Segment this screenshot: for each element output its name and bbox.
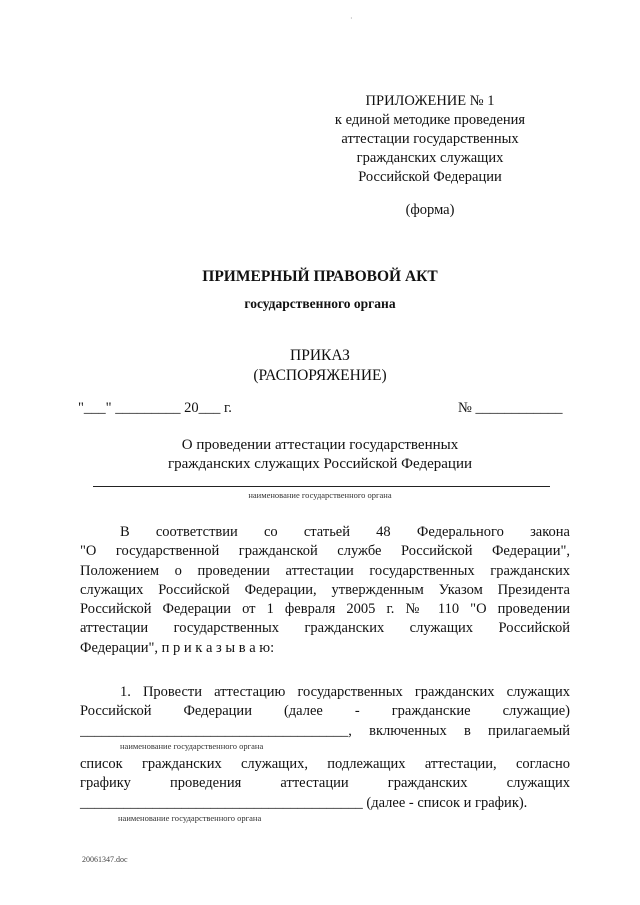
preamble-paragraph [80,523,570,658]
clause-line: список гражданских служащих, подлежащих аттестации, согласно [80,756,570,772]
scan-mark: · [350,14,353,23]
form-note: (форма) [405,202,455,218]
org-name-caption: наименование государственного органа [118,813,262,823]
number-field: № ____________ [458,400,563,416]
order-title: ПРИКАЗ [290,347,350,364]
order-title-alt: (РАСПОРЯЖЕНИЕ) [253,367,387,384]
paragraph-line: В соответствии со статьей 48 Федерального закона [120,524,570,540]
file-name: 20061347.doc [82,855,128,864]
document-title: ПРИМЕРНЫЙ ПРАВОВОЙ АКТ [202,268,438,285]
appendix-line: к единой методике проведения [334,112,526,128]
clause-1-continued [80,755,570,813]
appendix-line: гражданских служащих [356,150,504,166]
clause-line: _______________________________________ (далее - список и график). [80,794,528,811]
subject-line: О проведении аттестации государственных [181,437,459,453]
paragraph-line: Федерации", п р и к а з ы в а ю: [80,639,275,656]
paragraph-line: Положением о проведении аттестации государственных гражданских [80,562,570,579]
clause-line: _____________________________________, включенных в прилагаемый [80,722,570,739]
order-subject [0,436,640,474]
org-name-rule [93,486,550,487]
appendix-line: ПРИЛОЖЕНИЕ № 1 [365,93,495,109]
clause-line: Российской Федерации (далее - гражданские служащие) [80,703,570,720]
subject-line: гражданских служащих Российской Федерации [167,456,473,472]
clause-line: 1. Провести аттестацию государственных гражданских служащих [120,684,570,700]
document-subtitle: государственного органа [244,296,396,311]
date-field: "___" _________ 20___ г. [78,400,232,416]
clause-line: графику проведения аттестации гражданских служащих [80,775,570,792]
org-name-caption: наименование государственного органа [248,490,392,500]
paragraph-line: аттестации государственных гражданских служащих Российской [80,620,570,637]
order-heading [0,346,640,386]
org-name-caption: наименование государственного органа [120,741,264,751]
appendix-line: Российской Федерации [358,169,502,185]
appendix-block [300,92,560,187]
paragraph-line: Российской Федерации от 1 февраля 2005 г. № 110 "О проведении [80,601,570,618]
appendix-line: аттестации государственных [341,131,519,147]
paragraph-line: служащих Российской Федерации, утвержденным Указом Президента [80,581,570,598]
clause-1 [80,683,570,741]
paragraph-line: "О государственной гражданской службе Российской Федерации", [80,543,570,560]
